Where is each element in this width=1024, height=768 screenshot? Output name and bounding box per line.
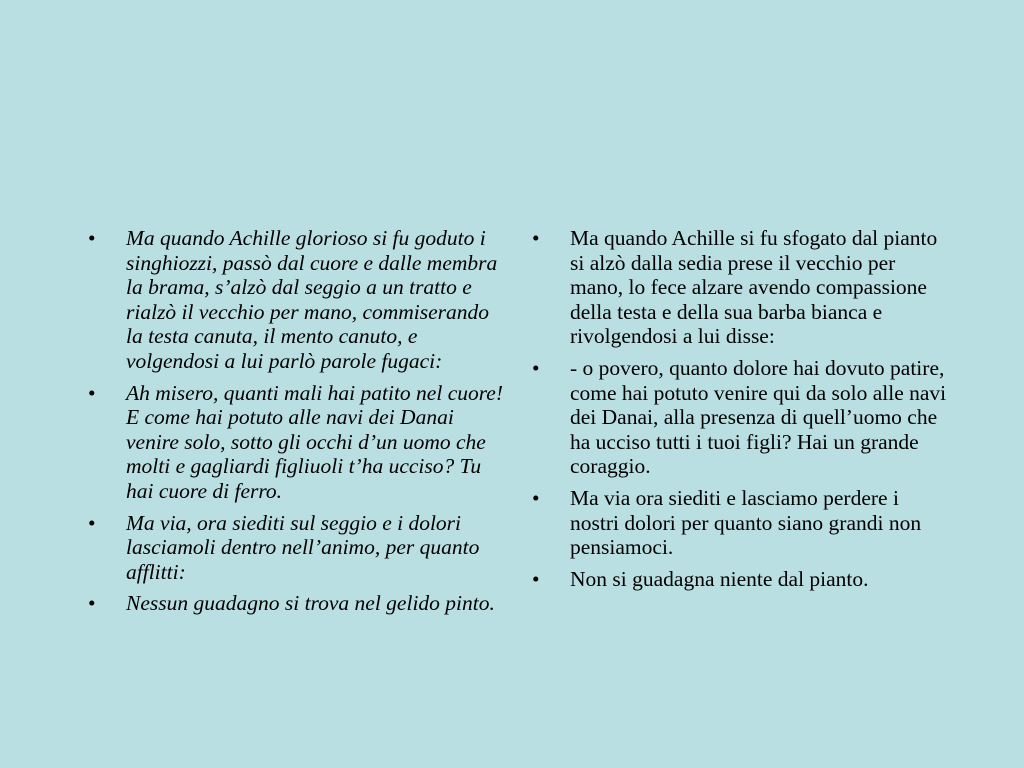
list-item [86, 511, 504, 585]
list-item [530, 567, 950, 592]
list-item-text: Ah misero, quanti mali hai patito nel cuore! E come hai potuto alle navi dei Danai venire solo, sotto gli occhi d’un uomo che molti e gagliardi figliuoli t’ha ucciso? Tu hai cuore di ferro. [126, 380, 504, 503]
list-item [86, 226, 504, 374]
list-item-text: Nessun guadagno si trova nel gelido pinto. [126, 591, 495, 616]
list-item-text: Non si guadagna niente dal pianto. [570, 566, 869, 591]
bullet-icon: • [532, 485, 540, 510]
list-item [530, 226, 950, 349]
bullet-icon: • [88, 380, 96, 405]
paraphrase-column [530, 226, 950, 598]
bullet-icon: • [88, 510, 96, 535]
list-item [86, 591, 504, 616]
bullet-icon: • [532, 566, 540, 591]
list-item-text: Ma via ora siediti e lasciamo perdere i nostri dolori per quanto siano grandi non pensiamoci. [570, 485, 922, 560]
list-item [86, 381, 504, 504]
bullet-icon: • [88, 226, 96, 250]
list-item [530, 486, 950, 560]
list-item-text: Ma quando Achille si fu sfogato dal pianto si alzò dalla sedia prese il vecchio per mano, lo fece alzare avendo compassione della testa e della sua barba bianca e rivolgendosi a lui disse: [570, 226, 938, 349]
list-item-text: Ma quando Achille glorioso si fu goduto i singhiozzi, passò dal cuore e dalle membra la brama, s’alzò dal seggio a un tratto e rialzò il vecchio per mano, commiserando la testa canuta, il mento canuto, e volgendosi a lui parlò parole fugaci: [126, 226, 498, 373]
bullet-icon: • [532, 355, 540, 380]
bullet-icon: • [532, 226, 540, 250]
bullet-icon: • [88, 591, 96, 616]
original-text-column [86, 226, 504, 623]
list-item [530, 356, 950, 479]
list-item-text: Ma via, ora siediti sul seggio e i dolori lasciamoli dentro nell’animo, per quanto afflitti: [126, 510, 480, 584]
list-item-text: - o povero, quanto dolore hai dovuto patire, come hai potuto venire qui da solo alle navi dei Danai, alla presenza di quell’uomo che ha ucciso tutti i tuoi figli? Hai un grande coraggio. [570, 355, 947, 479]
